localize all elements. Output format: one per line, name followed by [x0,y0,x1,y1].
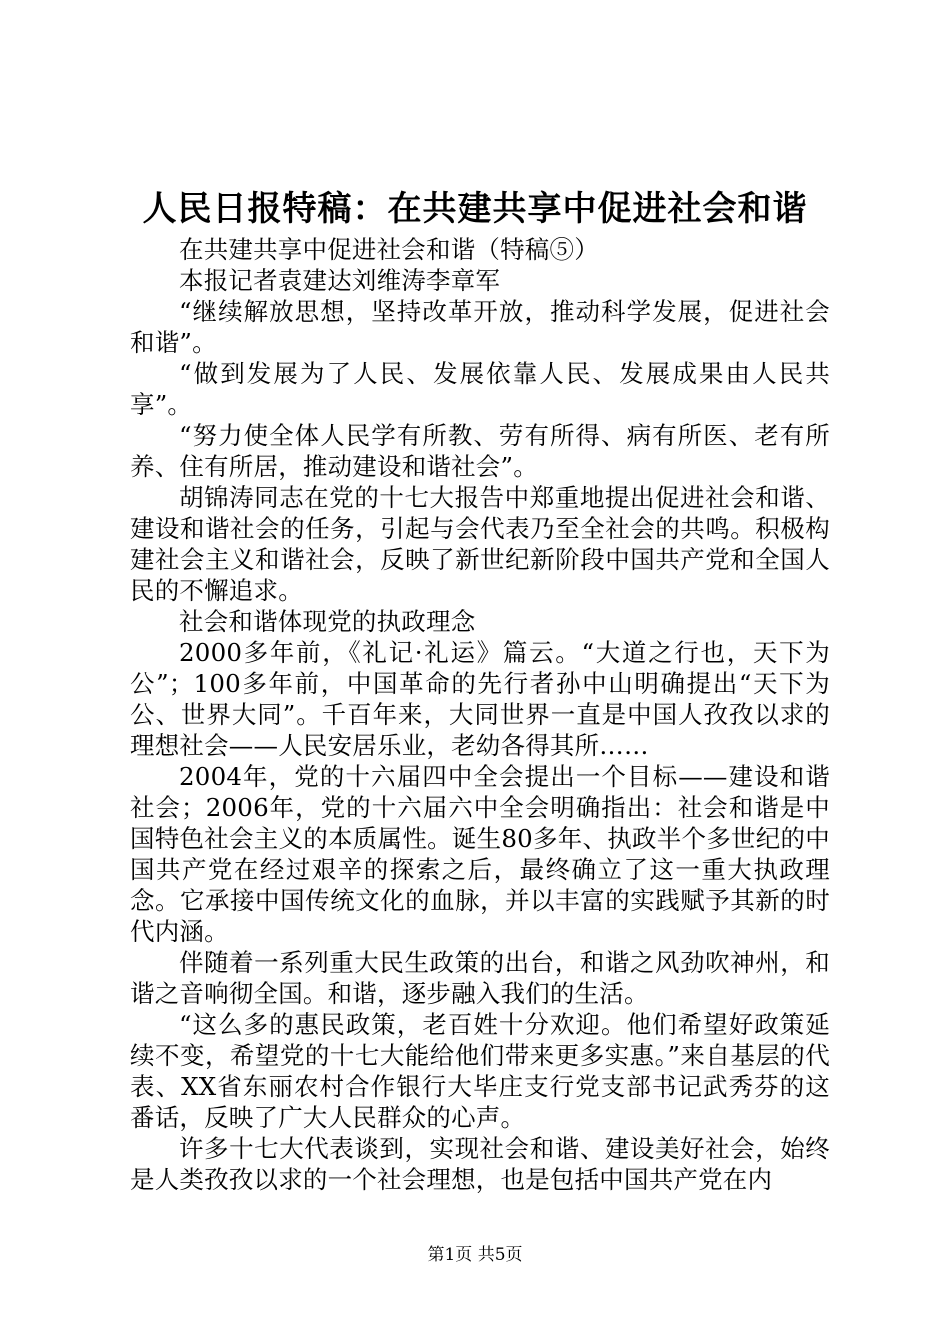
paragraph-byline: 本报记者袁建达刘维涛李章军 [179,266,501,295]
document-body [130,234,830,1195]
paragraph-intro: 胡锦涛同志在党的十七大报告中郑重地提出促进社会和谐、建设和谐社会的任务，引起与会代表乃至全社会的共鸣。积极构建社会主义和谐社会，反映了新世纪新阶段中国共产党和全国人民的不懈追求。 [130,483,830,605]
page-indicator: 第1页 共5页 [427,1245,523,1265]
paragraph-policies: 伴随着一系列重大民生政策的出台，和谐之风劲吹神州，和谐之音响彻全国。和谐，逐步融入我们的生活。 [130,948,830,1008]
paragraph-history: 2000多年前，《礼记·礼运》篇云。“大道之行也，天下为公”；100多年前，中国革命的先行者孙中山明确提出“天下为公、世界大同”。千百年来，大同世界一直是中国人孜孜以求的理想社会——人民安居乐业，老幼各得其所…… [130,638,830,760]
paragraph-quote-2: “做到发展为了人民、发展依靠人民、发展成果由人民共享”。 [130,359,830,419]
section-heading: 社会和谐体现党的执政理念 [179,607,476,636]
paragraph-quote-3: “努力使全体人民学有所教、劳有所得、病有所医、老有所养、住有所居，推动建设和谐社会”。 [130,421,830,481]
paragraph-delegates: 许多十七大代表谈到，实现社会和谐、建设美好社会，始终是人类孜孜以求的一个社会理想，也是包括中国共产党在内 [130,1134,830,1194]
paragraph-2004: 2004年，党的十六届四中全会提出一个目标——建设和谐社会；2006年，党的十六届六中全会明确指出：社会和谐是中国特色社会主义的本质属性。诞生80多年、执政半个多世纪的中国共产党在经过艰辛的探索之后，最终确立了这一重大执政理念。它承接中国传统文化的血脉，并以丰富的实践赋予其新的时代内涵。 [130,762,830,946]
paragraph-quote-1: “继续解放思想，坚持改革开放，推动科学发展，促进社会和谐”。 [130,297,830,357]
paragraph-subtitle: 在共建共享中促进社会和谐（特稿⑤） [179,235,599,264]
document-title: 人民日报特稿：在共建共享中促进社会和谐 [142,189,808,229]
paragraph-delegate-quote: “这么多的惠民政策，老百姓十分欢迎。他们希望好政策延续不变，希望党的十七大能给他们带来更多实惠。”来自基层的代表、XX省东丽农村合作银行大毕庄支行党支部书记武秀芬的这番话，反映了广大人民群众的心声。 [130,1010,830,1132]
